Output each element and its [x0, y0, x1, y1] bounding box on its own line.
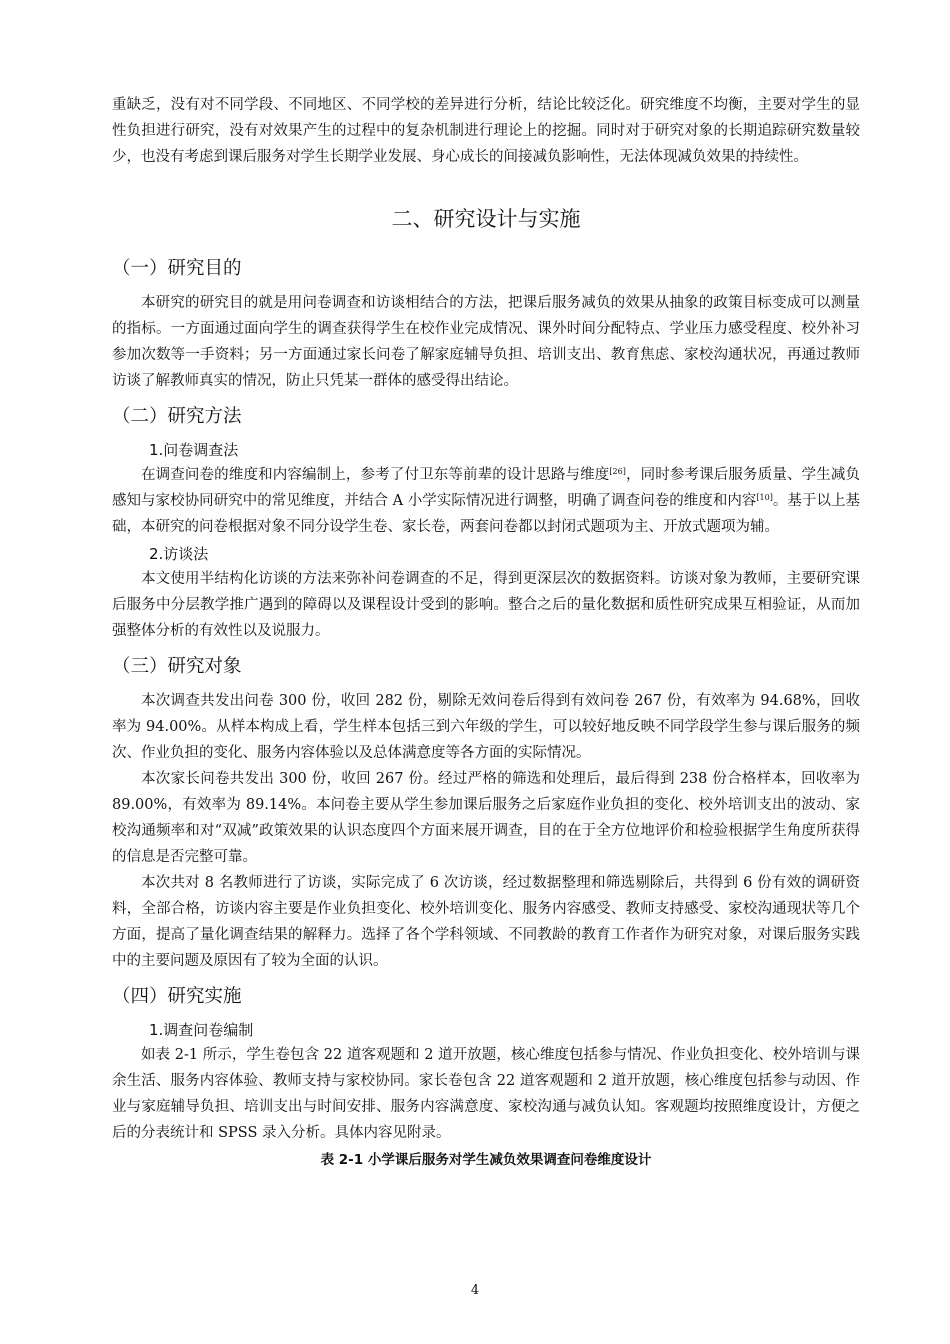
subjects-paragraph-teachers: 本次共对 8 名教师进行了访谈，实际完成了 6 次访谈，经过数据整理和筛选剔除后，共得到 6 份有效的调研资料，全部合格，访谈内容主要是作业负担变化、校外培训变化、服务内容感受、教师支持感受、家校沟通现状等几个方面，提高了量化调查结果的解释力。选择了各个学科领域、不同教龄的教育工作者作为研究对象，对课后服务实践中的主要问题及原因有了较为全面的认识。 — [112, 875, 860, 969]
questionnaire-text-c: 。基于以上基础，本研究的问卷根据对象不同分设学生卷、家长卷，两套问卷都以封闭式题项为主、开放式题项为辅。 — [112, 493, 861, 535]
subsection-questionnaire-text — [112, 462, 860, 540]
section-subjects-title: （三）研究对象 — [112, 656, 242, 677]
subsection-interview-title: 2.访谈法 — [149, 545, 209, 563]
section-purpose-title: （一）研究目的 — [112, 258, 242, 279]
page-number: 4 — [470, 1283, 480, 1298]
section-implementation-title: （四）研究实施 — [112, 986, 242, 1007]
citation-ref: [10] — [756, 493, 773, 502]
section-methods-title: （二）研究方法 — [112, 406, 242, 427]
section-purpose-text: 本研究的研究目的就是用问卷调查和访谈相结合的方法，把课后服务减负的效果从抽象的政策目标变成可以测量的指标。一方面通过面向学生的调查获得学生在校作业完成情况、课外时间分配特点、学业压力感受程度、校外补习参加次数等一手资料；另一方面通过家长问卷了解家庭辅导负担、培训支出、教育焦虑、家校沟通状况，再通过教师访谈了解教师真实的情况，防止只凭某一群体的感受得出结论。 — [112, 295, 860, 389]
table-caption: 表 2-1 小学课后服务对学生减负效果调查问卷维度设计 — [320, 1152, 652, 1168]
questionnaire-text-b: ，同时参考课后服务质量、学生减负感知与家校协同研究中的常见维度，并结合 A 小学实际情况进行调整，明确了调查问卷的维度和内容 — [112, 467, 861, 509]
subsection-questionnaire-design-text: 如表 2-1 所示，学生卷包含 22 道客观题和 2 道开放题，核心维度包括参与情况、作业负担变化、校外培训与课余生活、服务内容体验、教师支持与家校协同。家长卷包含 22 道客观题和 2 道开放题，核心维度包括参与动因、作业与家庭辅导负担、培训支出与时间安排、服务内容满意度、家校沟通与减负认知。客观题均按照维度设计，方便之后的分表统计和 SPSS 录入分析。具体内容见附录。 — [112, 1047, 860, 1141]
citation-ref: [26] — [609, 467, 626, 476]
subjects-paragraph-parents: 本次家长问卷共发出 300 份，收回 267 份。经过严格的筛选和处理后，最后得到 238 份合格样本，回收率为 89.00%，有效率为 89.14%。本问卷主要从学生参加课后服务之后家庭作业负担的变化、校外培训支出的波动、家校沟通频率和对“双减”政策效果的认识态度四个方面来展开调查，目的在于全方位地评价和检验根据学生角度所获得的信息是否完整可靠。 — [112, 771, 860, 865]
intro-paragraph: 重缺乏，没有对不同学段、不同地区、不同学校的差异进行分析，结论比较泛化。研究维度不均衡，主要对学生的显性负担进行研究，没有对效果产生的过程中的复杂机制进行理论上的挖掘。同时对于研究对象的长期追踪研究数量较少，也没有考虑到课后服务对学生长期学业发展、身心成长的间接减负影响性，无法体现减负效果的持续性。 — [112, 97, 860, 165]
subjects-paragraph-students: 本次调查共发出问卷 300 份，收回 282 份，剔除无效问卷后得到有效问卷 267 份，有效率为 94.68%，回收率为 94.00%。从样本构成上看，学生样本包括三到六年级的学生，可以较好地反映不同学段学生参与课后服务的频次、作业负担的变化、服务内容体验以及总体满意度等各方面的实际情况。 — [112, 693, 860, 761]
subsection-questionnaire-design-title: 1.调查问卷编制 — [149, 1021, 254, 1039]
subsection-interview-text: 本文使用半结构化访谈的方法来弥补问卷调查的不足，得到更深层次的数据资料。访谈对象为教师，主要研究课后服务中分层教学推广遇到的障碍以及课程设计受到的影响。整合之后的量化数据和质性研究成果互相验证，从而加强整体分析的有效性以及说服力。 — [112, 571, 860, 639]
questionnaire-text-a: 在调查问卷的维度和内容编制上，参考了付卫东等前辈的设计思路与维度 — [141, 467, 610, 483]
subsection-questionnaire-title: 1.问卷调查法 — [149, 441, 239, 459]
page-content — [112, 92, 860, 1172]
chapter-title: 二、研究设计与实施 — [391, 207, 581, 231]
